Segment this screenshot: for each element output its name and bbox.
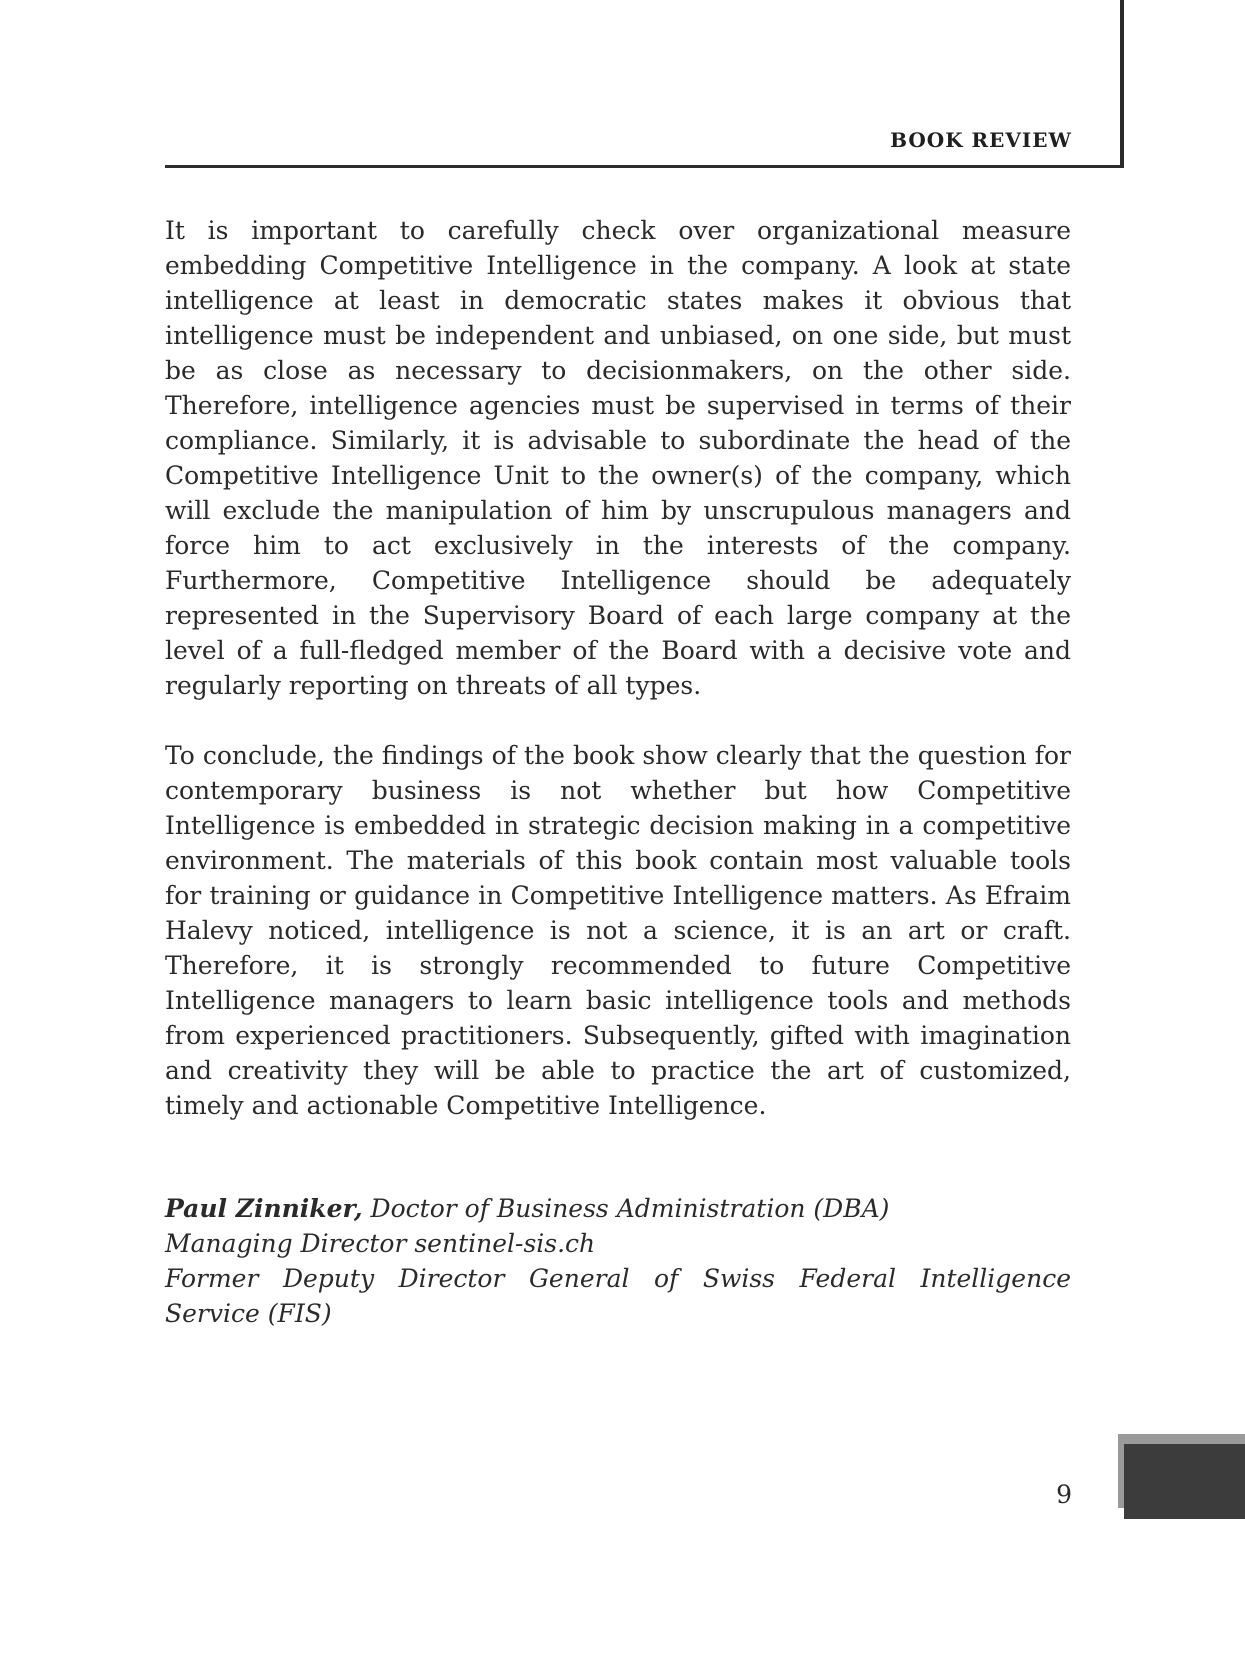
header-rule bbox=[165, 165, 1124, 168]
body-paragraph-2: To conclude, the findings of the book show clearly that the question for contemporary business is not whether but how Competitive Intelligence is embedded in strategic decision making in a competitive environment. The materials of this book contain most valuable tools for training or guidance in Competitive Intelligence matters. As Efraim Halevy noticed, intelligence is not a science, it is an art or craft. Therefore, it is strongly recommended to future Competitive Intelligence managers to learn basic intelligence tools and methods from experienced practitioners. Subsequently, gifted with imagination and creativity they will be able to practice the art of customized, timely and actionable Competitive Intelligence. bbox=[165, 741, 1071, 1120]
header-frame-vertical-rule bbox=[1120, 0, 1124, 168]
author-name: Paul Zinniker, bbox=[165, 1194, 363, 1223]
body-paragraph-1: It is important to carefully check over organizational measure embedding Competitive Intelligence in the company. A look at state intelligence at least in democratic states makes it obvious that intelligence must be independent and unbiased, on one side, but must be as close as necessary to decisionmakers, on the other side. Therefore, intelligence agencies must be supervised in terms of their compliance. Similarly, it is advisable to subordinate the head of the Competitive Intelligence Unit to the owner(s) of the company, which will exclude the manipulation of him by unscrupulous managers and force him to act exclusively in the interests of the company. Furthermore, Competitive Intelligence should be adequately represented in the Supervisory Board of each large company at the level of a full-fledged member of the Board with a decisive vote and regularly reporting on threats of all types. bbox=[165, 216, 1071, 700]
signature-line-1 bbox=[165, 1191, 1071, 1226]
author-degree: Doctor of Business Administration (DBA) bbox=[370, 1194, 890, 1223]
author-signature-block bbox=[165, 1191, 1071, 1331]
author-former-role-line-1: Former Deputy Director General of Swiss Federal Intelligence bbox=[165, 1264, 1071, 1293]
author-former-role-line-2: Service (FIS) bbox=[165, 1299, 332, 1328]
author-position: Managing Director sentinel-sis.ch bbox=[165, 1229, 596, 1258]
page-number: 9 bbox=[1056, 1480, 1072, 1509]
page-edge-tab bbox=[1124, 1444, 1245, 1519]
running-head: BOOK REVIEW bbox=[890, 128, 1072, 152]
